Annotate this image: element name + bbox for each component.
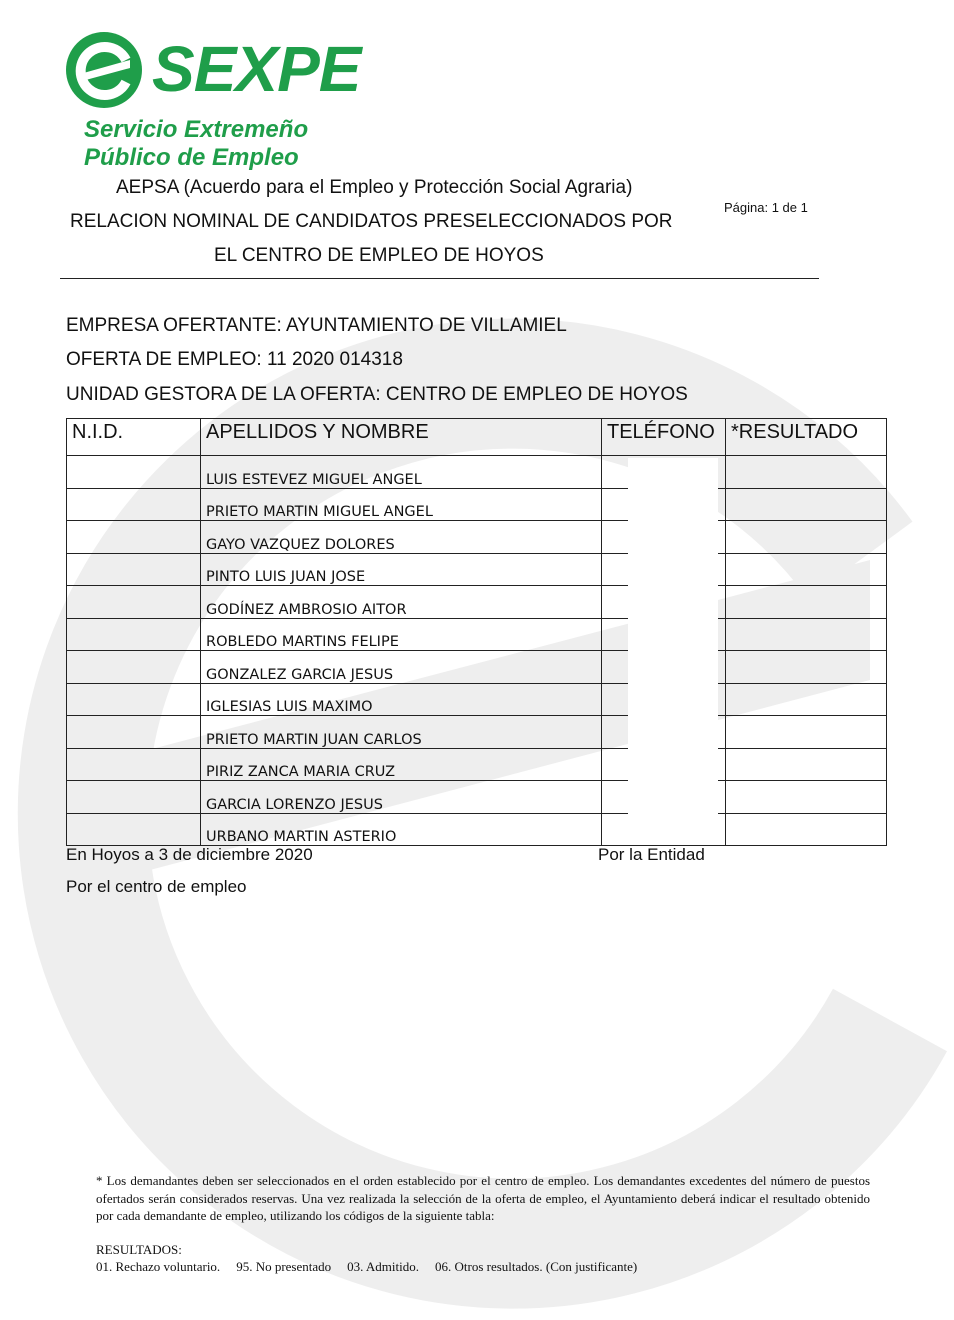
- result-cell: [726, 553, 887, 586]
- nid-cell: [67, 716, 201, 749]
- signature-entidad-label: Por la Entidad: [598, 845, 705, 864]
- results-codes: [96, 1259, 637, 1275]
- column-header-phone: TELÉFONO: [602, 419, 726, 456]
- result-cell: [726, 748, 887, 781]
- header-divider: [60, 278, 819, 279]
- name-cell: GAYO VAZQUEZ DOLORES: [201, 521, 602, 554]
- table-row: [67, 781, 887, 814]
- table-row: [67, 521, 887, 554]
- header-title-line1: RELACION NOMINAL DE CANDIDATOS PRESELECCIONADOS POR: [70, 211, 673, 232]
- table-row: [67, 813, 887, 846]
- table-row: [67, 553, 887, 586]
- column-header-result: *RESULTADO: [726, 419, 887, 456]
- page-number: Página: 1 de 1: [724, 200, 808, 215]
- table-row: [67, 748, 887, 781]
- name-cell: PINTO LUIS JUAN JOSE: [201, 553, 602, 586]
- table-row: [67, 618, 887, 651]
- signature-centro-label: Por el centro de empleo: [66, 877, 247, 896]
- nid-cell: [67, 456, 201, 489]
- redacted-phone-area: [628, 458, 718, 842]
- result-cell: [726, 716, 887, 749]
- name-cell: PRIETO MARTIN MIGUEL ANGEL: [201, 488, 602, 521]
- result-cell: [726, 521, 887, 554]
- column-header-nid: N.I.D.: [67, 419, 201, 456]
- table-row: [67, 683, 887, 716]
- column-header-name: APELLIDOS Y NOMBRE: [201, 419, 602, 456]
- result-cell: [726, 813, 887, 846]
- name-cell: ROBLEDO MARTINS FELIPE: [201, 618, 602, 651]
- name-cell: URBANO MARTIN ASTERIO: [201, 813, 602, 846]
- table-header-row: [67, 419, 887, 456]
- name-cell: GONZALEZ GARCIA JESUS: [201, 651, 602, 684]
- nid-cell: [67, 488, 201, 521]
- name-cell: PIRIZ ZANCA MARIA CRUZ: [201, 748, 602, 781]
- sexpe-logo-icon: [64, 30, 144, 110]
- nid-cell: [67, 683, 201, 716]
- name-cell: LUIS ESTEVEZ MIGUEL ANGEL: [201, 456, 602, 489]
- unidad-gestora: UNIDAD GESTORA DE LA OFERTA: CENTRO DE EMPLEO DE HOYOS: [66, 384, 688, 405]
- result-code-95: 95. No presentado: [236, 1259, 332, 1274]
- nid-cell: [67, 748, 201, 781]
- result-code-06: 06. Otros resultados. (Con justificante): [435, 1259, 638, 1274]
- empresa-ofertante: EMPRESA OFERTANTE: AYUNTAMIENTO DE VILLAMIEL: [66, 315, 567, 336]
- result-cell: [726, 683, 887, 716]
- candidates-table: [66, 418, 887, 846]
- result-cell: [726, 488, 887, 521]
- name-cell: GARCIA LORENZO JESUS: [201, 781, 602, 814]
- table-row: [67, 716, 887, 749]
- table-row: [67, 586, 887, 619]
- result-cell: [726, 618, 887, 651]
- header-program: AEPSA (Acuerdo para el Empleo y Protección Social Agraria): [116, 177, 633, 198]
- nid-cell: [67, 781, 201, 814]
- logo-subtitle-line1: Servicio Extremeño: [84, 116, 309, 143]
- nid-cell: [67, 618, 201, 651]
- name-cell: PRIETO MARTIN JUAN CARLOS: [201, 716, 602, 749]
- legal-note: * Los demandantes deben ser seleccionados en el orden establecido por el centro de empleo. Los demandantes excedentes del número de puestos ofertados serán considerados reservas. Una vez realizada la selección de la oferta de empleo, el Ayuntamiento deberá indicar el resultado obtenido por cada demandante de empleo, utilizando los códigos de la siguiente tabla:: [96, 1173, 870, 1223]
- nid-cell: [67, 553, 201, 586]
- logo-wordmark: SEXPE: [152, 33, 361, 105]
- header-title-line2: EL CENTRO DE EMPLEO DE HOYOS: [214, 245, 544, 266]
- name-cell: GODÍNEZ AMBROSIO AITOR: [201, 586, 602, 619]
- table-row: [67, 651, 887, 684]
- result-code-01: 01. Rechazo voluntario.: [96, 1259, 221, 1274]
- result-cell: [726, 781, 887, 814]
- nid-cell: [67, 586, 201, 619]
- logo-subtitle-line2: Público de Empleo: [84, 144, 299, 171]
- result-cell: [726, 456, 887, 489]
- nid-cell: [67, 521, 201, 554]
- results-title: RESULTADOS:: [96, 1242, 182, 1257]
- nid-cell: [67, 651, 201, 684]
- result-cell: [726, 651, 887, 684]
- result-code-03: 03. Admitido.: [347, 1259, 420, 1274]
- oferta-empleo: OFERTA DE EMPLEO: 11 2020 014318: [66, 349, 403, 370]
- place-date: En Hoyos a 3 de diciembre 2020: [66, 845, 313, 864]
- name-cell: IGLESIAS LUIS MAXIMO: [201, 683, 602, 716]
- nid-cell: [67, 813, 201, 846]
- table-row: [67, 456, 887, 489]
- result-cell: [726, 586, 887, 619]
- table-row: [67, 488, 887, 521]
